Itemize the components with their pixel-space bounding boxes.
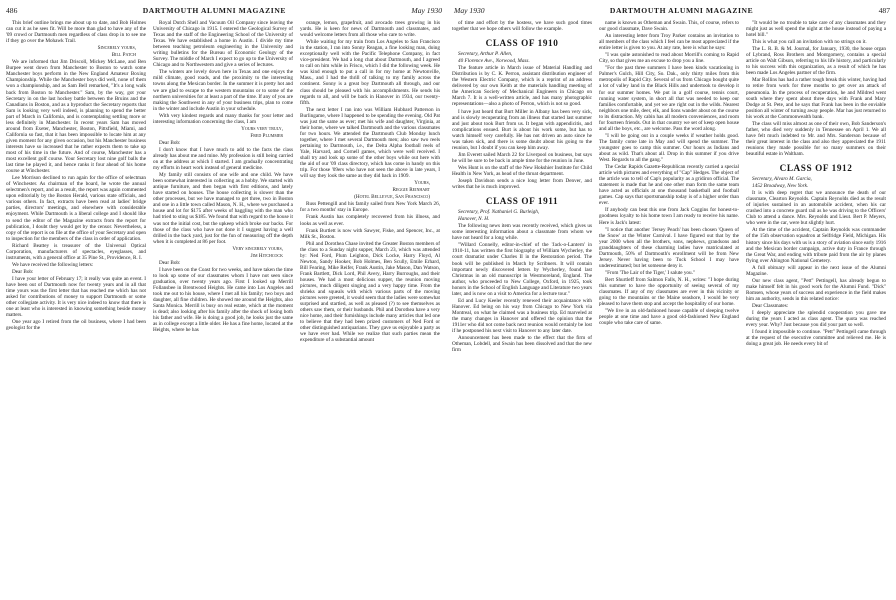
paragraph: While waiting for my train from Los Angeles to San Francisco in the station, I ran into Sonny Reagan, a fine looking man, doing exceptionally well with the Pacific Telephone Company, in fact vice-president. We had a long chat about Dartmouth, and I agreed to call on him while in Frisco, which I did the following week. He was kind enough to put a call in for my home at Newtonville, Mass., and I had the thrill of talking to my family across the continent. Sonny is a great boy Dartmouth all through, and our class should be pleased with his accomplishments. He sends his regards to all, and will be back in Hanover in 1934, our twenty-fifth. <box>300 39 440 106</box>
running-head-right <box>454 5 890 15</box>
signature: Bill Patch <box>111 52 136 59</box>
paragraph: "I notice that another 'Jersey Peach' has been chosen 'Queen of the Snow' at the Winter Carnival. I have figured out that by the year 2000 when all the brothers, sons, nephews, grandsons and granddaughters of these charming ladies have matriculated at Dartmouth, 50% of Dartmouth's enrollment will be from New Jersey. Never having been to Tuck School I may have underestimated; but let someone deny it. <box>599 226 739 269</box>
paragraph: Announcement has been made to the effect that the firm of Otheman, Lobdell, and Swain has been dissolved and that the new firm <box>452 335 592 354</box>
paragraph: Joseph Davidson sends a nice long letter from Denver, and writes that he is much improved. <box>452 178 592 191</box>
paragraph: Lee Morrison declined to run again for the office of selectman of Winchester. As chairman of the board, he wrote the annual selectmen's report, and as a result, the report was again commented upon editorially by the Boston Herald, various state officials, and various others. In fact, extracts have been read at ladies' bridge parties, directors' meetings, and elsewhere with considerable enjoyment. While Dartmouth is a liberal college and I should like to send the editor of the Magazine extracts from the report for publication, I doubt they would get by the censor. Nevertheless, a copy of the report is on file at the office of your Secretary and open to inspection for the members of the class in order of application. <box>6 175 146 242</box>
paragraph: of time and effort by the hostess, we have such good times together that we hope others will follow the example. <box>452 20 592 33</box>
page-number-left: 486 <box>6 5 18 15</box>
paragraph: The feature article in March issue of Material Handling and Distribution is by C. K. Perron, assistant distribution engineer of the Western Electric Company, which is a reprint of an address delivered by our own Keith at the materials handling meeting of the American Society of Mechanical Engineers in Chicago on March 7. It is a well-written article, and has many photographic representations—also a photo of Perron, which is not so good. <box>452 65 592 108</box>
secretary-address: Hanover, N. H. <box>458 216 490 223</box>
paragraph: name is known as Otheman and Swain. This, of course, refers to our good classmate, Dave Swain. <box>599 20 739 33</box>
paragraph: An interesting letter from Troy Parker contains an invitation to all members of the class which I feel can be most appreciated if the entire letter is given to you. At any rate, here is what he says: <box>599 33 739 52</box>
paragraph: I have your letter of February 17; it really was quite an event. I have been out of Dartmouth now for twenty years and in all that time yours was the first letter that has reached me which has not asked for contributions of money to support Dartmouth or some other collegiate activity. It is very nice indeed to know that there is one at least who is interested in knowing something beside money matters. <box>6 275 146 319</box>
paragraph: The following news item was recently received, which gives us some interesting information about a classmate from whom we have not heard for a long while. <box>452 223 592 242</box>
paragraph: Phil and Dorothea Chase invited the Greater Boston members of the class to a Sunday night supper, March 23, which was attended by: Ned Ford, Plum Leighton, Dick Locke, Harry Floyd, Al Newton, Sandy Hooker, Bob Holmes, Ben Scully, Emile Erhard, Bill Fearing, Mike Reifer, Frank Austin, Jake Mason, Dan Watson, Frank Bartlett, Dick Lord, Phil Avery, Harry Burroughs, and their houses. We had a most delicious supper, the reunion moving pictures, much diligent singing and a very happy time. From the shrieks and squeals with which various parts of the moving pictures were greeted, it would seem that the ladies were somewhat surprised and startled, as well as pleased (?) to see themselves as others saw them, or their husbands. Phil and Dorothea have a very nice home, and their furnishings include many articles that led one to believe that they had been prized customers of Ned Ford or other distinguished antiquarians. They gave us enjoyable a party as we have ever had. While we realize that such parties mean the expenditure of a substantial amount <box>300 240 440 344</box>
paragraph: With very kindest regards and many thanks for your letter and interesting information concerning the class, I am <box>153 112 293 125</box>
paragraph: Ed and Lucy Keeler recently renewed their acquaintance with Hanover. Ed being on his way from Chicago to New York via Montreal, on what he claimed was a business trip. Ed marveled at the many changes in Hanover and offered the opinion that the 1911er who did not come back next reunion would certainly be lost if he postponed his next visit to Hanover to any later date. <box>452 297 592 335</box>
secretary-address: 40 Florence Ave., Norwood, Mass. <box>458 58 530 65</box>
paragraph: It is with deep regret that we announce the death of our classmate, Clearton Reynolds. Captain Reynolds died as the result of injuries sustained in an automobile accident, when his car crashed into a concrete guard rail as he was driving to the Officers' Club to attend a dance. Mrs. Reynolds and Lieut. Bert P. Meyers, who were in the car, were but slightly hurt. <box>746 190 886 227</box>
column-left-3 <box>300 20 440 598</box>
paragraph: We have received the following letters: <box>12 261 94 268</box>
paragraph: Bert Shurtleff from Salmon Falls, N. H., writes: "I hope during this summer to have the opportunity of seeing several of my classmates. If any of my classmates are ever in this vicinity or going to the mountains or the Maine seashore, I would be very pleased to have them stop and accept the hospitality of our home. <box>599 276 739 308</box>
paragraph: This brief outline brings me about up to date, and Bob Holmes can cut it as he sees fit. Will be more than glad to have any of the '09 crowd or Dartmouth men regardless of class drop in to see me if they go over the Mohawk Trail. <box>6 20 146 45</box>
secretary-line: Secretary, Arthur P. Allen, <box>458 51 513 58</box>
paragraph: Frank Burtlett is now with Sawyer, Fiske, and Spencer, Inc., at Milk St., Boston. <box>300 227 440 240</box>
paragraph: Our new class agent, "Pett" Pettingell, has already begun to make himself felt in his good work for the Alumni Fund. "Dick" Romsen, whose years of success and experience in the field makes him an authority, sends in this related notice: <box>746 277 886 302</box>
signature: Reggie Reinhart <box>392 187 430 194</box>
column-left-2 <box>153 20 293 598</box>
paragraph: The L. R. B. & M. Journal, for January, 1930, the house organ of Lybrand, Ross Brothers and Montgomery, contains a special article on Walt Gibson, referring to his life history, and particularly to his success with this organization, as a result of which he has been made Los Angeles partner of the firm. <box>746 46 886 77</box>
closing: Yours very truly, <box>241 125 283 132</box>
signature: Jim Hitchcock <box>250 252 283 259</box>
paragraph: I found it impossible to continue. "Pett" Pettingell came through at the request of the executive committee and relieved me. He is doing a great job. He needs every bit of <box>746 329 886 348</box>
paragraph: If anybody can beat this one from Jack Coggins for honest-to-goodness loyalty to his home town I am ready to receive his name. Here is Jack's latest: <box>599 207 739 226</box>
paragraph: I have been on the Coast for two weeks, and have taken the time to look up some of our classmates whom I have not seen since graduation, over twenty years ago. First I looked up Merrill Follansbee in Brentwood Heights. He came into Los Angeles and took me out to his house, where I met all his family; two boys and daughter, all fine children. He showed me around the Heights, also Santa Monica. Merrill is busy on real estate, which at the moment is dead; also looking after his family after the shock of losing both his father and wife. He is doing a good job, he looks just the same as in college except a little older. He has a fine home, located at the Heights, where he has <box>153 266 293 334</box>
closing: Sincerely yours, <box>97 45 136 52</box>
secretary-line: Secretary, Prof. Nathaniel G. Burleigh, <box>458 209 540 216</box>
paragraph: A full obituary will appear in the next issue of the Alumni Magazine. <box>746 264 886 277</box>
class-heading: CLASS OF 1911 <box>485 196 559 207</box>
signature: Fred Plummer <box>250 132 283 139</box>
closing: Yours, <box>414 180 430 187</box>
secretary-address: 1452 Broadway, New York. <box>752 183 809 190</box>
paragraph: Jim Everett sailed March 22 for Liverpool on business, but says he will be sure to be back in ample time for the reunion in June. <box>452 151 592 164</box>
issue-date-right: May 1930 <box>454 5 485 15</box>
magazine-title-left: DARTMOUTH ALUMNI MAGAZINE <box>142 5 287 15</box>
column-right-3 <box>746 20 886 598</box>
signature-address: (Hotel Bellevue, San Francisco) <box>354 194 430 201</box>
class-heading: CLASS OF 1912 <box>779 163 853 174</box>
paragraph: "It would be no trouble to take care of any classmates and they might just as well spend the night at the house instead of paying a hotel bill." <box>746 20 886 39</box>
paragraph: "For the past three summers I have been kinds vacationing in Palmer's Gulch, Hill City, So. Dak., only thirty miles from this metropolis of Rapid City. Several of us from Chicago bought quite a lot of valley land in the Black Hills and undertook to develop it for our summer homes. We put in a golf course, tennis court, running water system, in short all that was needed to keep our families comfortable, and yet we are right out in the wilds. Nearest neighbors one mile, deer, elk, and lions wander about on the course to its distraction. My cabin has all modern conveniences, and room for fourteen friends. Out in that country we set of keep open house and all the boys, etc., are welcome. Pass the word along. <box>599 65 739 132</box>
page-number-right: 487 <box>878 5 890 15</box>
running-head-left <box>6 5 442 15</box>
secretary-line: Secretary, Alvaro M. Garcia, <box>752 176 812 183</box>
salutation: Dear Bob: <box>159 259 181 266</box>
paragraph: "Willard Connelly, editor-in-chief of the 'Jack-o-Lantern' in 1910-11, has written the first biography of William Wycherley, the court dramatist under Charles II in the Restoration period. The book will be published in March by Scribners. It will contain important newly discovered letters by Wycherley, found last Christmas in an old manuscript in Westmoreland, England. The author, who proceeded to New College, Oxford, in 1925, took honors in the School of English Language and Literature two years later, and is now on a visit to America for a lecture tour." <box>452 242 592 297</box>
right-page <box>448 0 896 600</box>
paragraph: Royal Dutch Shell and Vacuum Oil Company since leaving the University of Chicago in 1915. I entered the Geological Survey of Texas and the staff of the Engineering School of the University of Texas. We have established a home in Austin. I divide my time between teaching petroleum engineering in the University and writing bulletins for the Bureau of Economic Geology of the Survey. The middle of March I expect to go up to the University of Chicago and to Northwestern and give a series of lectures. <box>153 20 293 69</box>
paragraph: My family still consists of one wife and one child. We have been somewhat interested in collecting as a hobby. We started with antique furniture, and then began with first editions, and lately have started on houses. The house collecting is slower than the other processes, but we have managed to get three, two in Boston and one in a little town called Mason, N. H., where we purchased a house and lot for $175 after weeks of haggling with the man who had tried to sting us $185. We found that with regard to the house it was not the initial cost, but the upkeep which broke our backs. For those of the class who have not done it I suggest having a well drilled in the back yard, just for the fun of measuring off the depth when it is completed at 86 per foot. <box>153 172 293 245</box>
paragraph: I have just heard that Burt Miller in Albany has been very sick, and is slowly recuperating from an illness that started last summer and just about took Burt from us. It began with appendicitis, and complications ensued. Burt is about his work some, but has to watch himself very carefully. He has not driven an auto since he was taken sick, and there is some doubt about his going to the reunion, but I doubt if you can keep him away. <box>452 108 592 151</box>
paragraph: One year ago I retired from the oil business, where I had been geologist for the <box>6 319 146 332</box>
issue-date-left: May 1930 <box>411 5 442 15</box>
paragraph: Wes Hunt is on the staff of the New Hokshier Institute for Child Health in New York, as head of the throat department. <box>452 164 592 177</box>
paragraph: "I will be going out in a couple weeks if weather holds good. The family come late in May and will spend the summer. The youngster goes to camp this summer. Our hours as Indians and about as wild. That's about all. Drop in this summer if you drive West. Regards to all the gang." <box>599 132 739 164</box>
salutation: Dear Classmates: <box>752 302 789 309</box>
salutation: Dear Bob: <box>12 268 34 275</box>
column-left-1 <box>6 20 146 598</box>
paragraph: This is what you call an invitation with no strings on it. <box>752 39 867 46</box>
paragraph: Frank Austin has completely recovered from his illness, and looks as well as ever. <box>300 214 440 227</box>
paragraph: "I was quite astonished to read about Morrill's coming to Rapid City, so that gives me an excuse to drop you a line. <box>599 52 739 65</box>
paragraph: The winters are lovely down here in Texas and one enjoys the mild climate, good roads, and the proximity to the interesting towns along the Mexican border. In the summer it is pretty hot and we are glad to escape to the western mountains or to some of the northern universities for at least a part of the time. If any of you are making the Southwest in any of your business trips, plan to come in the winter and include Austin in your schedule. <box>153 69 293 112</box>
column-right-2 <box>599 20 739 598</box>
paragraph: Mar Rollins has had a rather tough break this winter, having had to retire from work for three months to get over an attack of pneumonia. In the process of recuperation, he and Mildred went south where they spent about three days with Frank and Mary Dodge at St. Pete, and he says that Frank has been in the enviable position all winter of turning away people. Mar has just returned to his work at the Commonwealth bank. <box>746 77 886 120</box>
paragraph: We are informed that Jim Driscoll, Mickey McLane, and Ben Burpee went down from Manchester to Boston to watch some Manchester boys perform in the New England Amateur Boxing Championship. While the Manchester boys did well, none of them won a championship, and as Sam Bell remarked, "It's a long walk back from Boston to Manchester." Sam, by the way, got your Secretary in on the last hockey battle between the Bruins and the Canadians in Boston, and as a byproduct the Secretary reports that Sam is looking very well indeed, is planning to spend the better part of March in California, and is contemplating settling more or less definitely in Manchester. In recent years Sam has moved around from Exeter, Manchester, Boston, Pittsfield, Miami, and California so fast, that it has been impossible to locate him at any given moment for any given occasion, but his Manchester business interests have so increased that he rather expects them to take up most of his time in the future. And of course, Manchester has a most excellent golf course. Your Secretary lost nine golf balls the last time he played it, and hence ranks it four ahead of his home course at Winchester. <box>6 59 146 175</box>
class-heading: CLASS OF 1910 <box>485 38 559 49</box>
magazine-title-right: DARTMOUTH ALUMNI MAGAZINE <box>609 5 754 15</box>
paragraph: The next letter I ran into was William Hubbard Patterson in Burlingame, where I happened to be spending the evening. Old Pat was just the same as ever; met his wife and daughter, Virginia, at their home, where we talked Dartmouth and the various classmates for two hours. We attended the Dartmouth Club Monday lunch together, where I met several Dartmouth men; also saw two reels pertaining to Dartmouth, i.e., the Delta Alpha football reels of Yale, Harvard, and Cornell games, which were well received. I shall try and look up some of the other boys while out here with the aid of our '09 class directory, which has come in handy on this trip. For those '09ers who have not seen the above in late years, I will say they look the same as they did back in 1909. <box>300 106 440 180</box>
paragraph: Richard Beattey is treasurer of the Universal Optical Corporation, manufacturers of spectacles, eyeglasses, and instruments, with a general office at 35 Pine St., Providence, R. I. <box>6 242 146 261</box>
paragraph: I don't know that I have much to add to the facts the class already has about me and mine. My profession is still being carried on at the address at which I started. I am gradually concentrating my efforts in heart work instead of general medicine. <box>153 146 293 172</box>
paragraph: Russ Pettengill and his family sailed from New York March 26, for a two months' stay in Europe. <box>300 201 440 214</box>
paragraph: At the time of the accident, Captain Reynolds was commander of the 15th observation squadron at Selfridge Field, Michigan. His history since his days with us is a story of aviation since early 1916 and the Mexican border campaign, active duty in France through the Great War, and ending with tribute paid from the air by planes flying over Abington National Cemetery. <box>746 227 886 264</box>
column-right-1 <box>452 20 592 598</box>
paragraph: "From 'The Lair of the Tiger,' I salute you." <box>605 269 696 276</box>
paragraph: I deeply appreciate the splendid cooperation you gave me during the years I acted as class agent. The quota was reached every year. Why? Just because you did your part so well. <box>746 310 886 329</box>
salutation: Dear Bob: <box>159 139 181 146</box>
paragraph: orange, lemon, grapefruit, and avocado trees growing in his yards. He is keen for news of Dartmouth and classmates, and would welcome letters from all those who care to write. <box>300 20 440 39</box>
closing: Very sincerely yours, <box>232 245 283 252</box>
paragraph: The class will miss almost as one of their own, Bob Sanderson's father, who died very suddenly in Tennessee on April 1. We all have felt much indebted to Mr. and Mrs. Sanderson because of their great interest in the class and also they appreciated the 1911 reunions they made possible for so many summers on their beautiful estate in Waltham. <box>746 120 886 157</box>
paragraph: The Cedar Rapids Gazette-Republican recently carried a special article with pictures and everything of "Cap" Hedges. The object of the article was to tell of Cap's popularity as a gridiron official. The statement is made that he and one other man form the same team have acted as officials at one thousand basketball and football games. Cap says that sportsmanship today is of a higher order than ever. <box>599 164 739 207</box>
paragraph: "We live in an old-fashioned house capable of sleeping twelve people at one time and have a good old-fashioned New England couple who take care of same. <box>599 308 739 327</box>
